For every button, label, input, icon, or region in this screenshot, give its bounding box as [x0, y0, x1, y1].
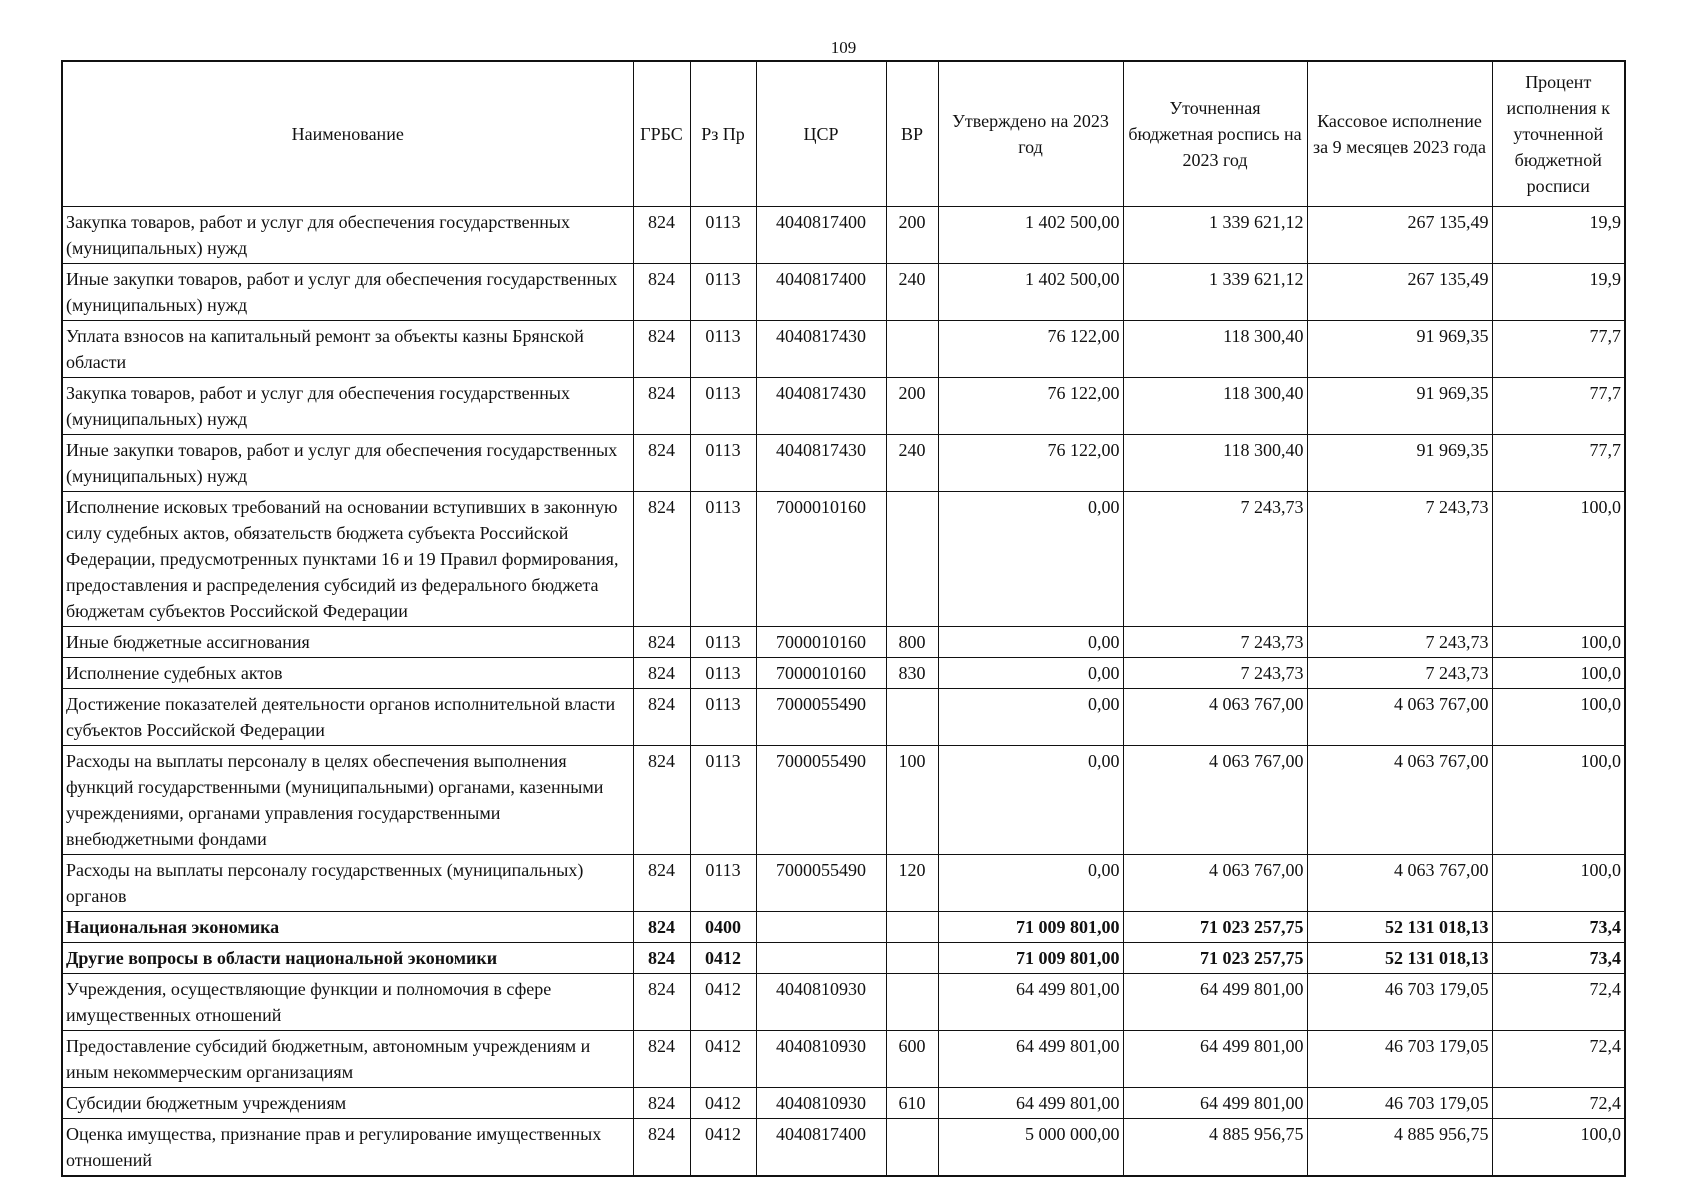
cell-cash: 4 063 767,00: [1307, 855, 1492, 912]
cell-vr: [886, 943, 938, 974]
cell-percent: 77,7: [1492, 378, 1625, 435]
header-refined: Уточненная бюджетная роспись на 2023 год: [1123, 61, 1307, 207]
cell-cash: 267 135,49: [1307, 264, 1492, 321]
cell-rzpr: 0113: [690, 435, 756, 492]
cell-refined: 4 885 956,75: [1123, 1119, 1307, 1177]
cell-approved: 0,00: [938, 746, 1123, 855]
cell-vr: 120: [886, 855, 938, 912]
cell-rzpr: 0113: [690, 264, 756, 321]
cell-grbs: 824: [633, 658, 690, 689]
cell-csr: 7000055490: [756, 689, 886, 746]
cell-name: Другие вопросы в области национальной экономики: [62, 943, 633, 974]
table-row: [62, 492, 1625, 627]
cell-rzpr: 0412: [690, 1119, 756, 1177]
cell-name: Предоставление субсидий бюджетным, автономным учреждениям и иным некоммерческим организациям: [62, 1031, 633, 1088]
cell-rzpr: 0412: [690, 1088, 756, 1119]
cell-approved: 0,00: [938, 658, 1123, 689]
cell-refined: 64 499 801,00: [1123, 1031, 1307, 1088]
cell-percent: 100,0: [1492, 855, 1625, 912]
cell-refined: 118 300,40: [1123, 378, 1307, 435]
cell-approved: 64 499 801,00: [938, 974, 1123, 1031]
cell-refined: 118 300,40: [1123, 321, 1307, 378]
header-approved: Утверждено на 2023 год: [938, 61, 1123, 207]
cell-approved: 76 122,00: [938, 378, 1123, 435]
table-row: [62, 658, 1625, 689]
cell-grbs: 824: [633, 1088, 690, 1119]
cell-vr: 610: [886, 1088, 938, 1119]
cell-approved: 0,00: [938, 492, 1123, 627]
table-row: [62, 943, 1625, 974]
cell-csr: 7000010160: [756, 492, 886, 627]
page-number: 109: [830, 38, 857, 57]
cell-percent: 77,7: [1492, 435, 1625, 492]
cell-percent: 73,4: [1492, 943, 1625, 974]
cell-name: Субсидии бюджетным учреждениям: [62, 1088, 633, 1119]
table-row: [62, 974, 1625, 1031]
cell-csr: 4040817430: [756, 378, 886, 435]
cell-percent: 100,0: [1492, 658, 1625, 689]
table-row: [62, 321, 1625, 378]
cell-vr: 100: [886, 746, 938, 855]
table-row: [62, 435, 1625, 492]
cell-rzpr: 0113: [690, 378, 756, 435]
cell-percent: 100,0: [1492, 746, 1625, 855]
cell-cash: 46 703 179,05: [1307, 974, 1492, 1031]
cell-csr: [756, 943, 886, 974]
cell-rzpr: 0113: [690, 492, 756, 627]
cell-csr: 4040817400: [756, 1119, 886, 1177]
cell-csr: 7000010160: [756, 627, 886, 658]
cell-grbs: 824: [633, 943, 690, 974]
cell-name: Достижение показателей деятельности органов исполнительной власти субъектов Российской Федерации: [62, 689, 633, 746]
header-cash: Кассовое исполнение за 9 месяцев 2023 года: [1307, 61, 1492, 207]
cell-approved: 0,00: [938, 855, 1123, 912]
cell-refined: 71 023 257,75: [1123, 943, 1307, 974]
cell-grbs: 824: [633, 1119, 690, 1177]
cell-refined: 64 499 801,00: [1123, 974, 1307, 1031]
cell-percent: 19,9: [1492, 264, 1625, 321]
cell-rzpr: 0113: [690, 627, 756, 658]
header-name: Наименование: [62, 61, 633, 207]
cell-vr: 240: [886, 264, 938, 321]
cell-vr: [886, 689, 938, 746]
table-row: [62, 378, 1625, 435]
cell-vr: 240: [886, 435, 938, 492]
cell-refined: 7 243,73: [1123, 658, 1307, 689]
cell-cash: 46 703 179,05: [1307, 1031, 1492, 1088]
header-grbs: ГРБС: [633, 61, 690, 207]
cell-grbs: 824: [633, 1031, 690, 1088]
cell-vr: [886, 492, 938, 627]
cell-cash: 52 131 018,13: [1307, 912, 1492, 943]
cell-csr: 4040810930: [756, 1031, 886, 1088]
cell-rzpr: 0113: [690, 321, 756, 378]
cell-grbs: 824: [633, 321, 690, 378]
cell-csr: [756, 912, 886, 943]
cell-name: Иные бюджетные ассигнования: [62, 627, 633, 658]
cell-vr: 830: [886, 658, 938, 689]
cell-approved: 64 499 801,00: [938, 1031, 1123, 1088]
cell-refined: 7 243,73: [1123, 627, 1307, 658]
cell-refined: 7 243,73: [1123, 492, 1307, 627]
cell-approved: 1 402 500,00: [938, 264, 1123, 321]
cell-grbs: 824: [633, 974, 690, 1031]
cell-approved: 76 122,00: [938, 435, 1123, 492]
cell-approved: 0,00: [938, 627, 1123, 658]
cell-rzpr: 0412: [690, 1031, 756, 1088]
cell-grbs: 824: [633, 492, 690, 627]
budget-table: [61, 60, 1626, 1177]
cell-name: Исполнение судебных актов: [62, 658, 633, 689]
cell-percent: 100,0: [1492, 492, 1625, 627]
cell-csr: 7000010160: [756, 658, 886, 689]
header-csr: ЦСР: [756, 61, 886, 207]
cell-refined: 4 063 767,00: [1123, 855, 1307, 912]
cell-cash: 267 135,49: [1307, 207, 1492, 264]
cell-name: Иные закупки товаров, работ и услуг для обеспечения государственных (муниципальных) нужд: [62, 435, 633, 492]
cell-cash: 7 243,73: [1307, 658, 1492, 689]
cell-grbs: 824: [633, 264, 690, 321]
cell-name: Закупка товаров, работ и услуг для обеспечения государственных (муниципальных) нужд: [62, 378, 633, 435]
cell-percent: 77,7: [1492, 321, 1625, 378]
cell-approved: 71 009 801,00: [938, 912, 1123, 943]
cell-csr: 4040817400: [756, 207, 886, 264]
cell-cash: 52 131 018,13: [1307, 943, 1492, 974]
cell-cash: 91 969,35: [1307, 321, 1492, 378]
cell-rzpr: 0113: [690, 658, 756, 689]
cell-name: Закупка товаров, работ и услуг для обеспечения государственных (муниципальных) нужд: [62, 207, 633, 264]
cell-rzpr: 0113: [690, 207, 756, 264]
cell-vr: 200: [886, 207, 938, 264]
table-header-row: [62, 61, 1625, 207]
cell-grbs: 824: [633, 378, 690, 435]
cell-name: Национальная экономика: [62, 912, 633, 943]
cell-percent: 72,4: [1492, 974, 1625, 1031]
cell-grbs: 824: [633, 627, 690, 658]
cell-approved: 5 000 000,00: [938, 1119, 1123, 1177]
cell-vr: [886, 1119, 938, 1177]
cell-grbs: 824: [633, 689, 690, 746]
cell-cash: 46 703 179,05: [1307, 1088, 1492, 1119]
table-row: [62, 1119, 1625, 1177]
table-row: [62, 264, 1625, 321]
cell-rzpr: 0113: [690, 746, 756, 855]
cell-cash: 91 969,35: [1307, 378, 1492, 435]
cell-name: Расходы на выплаты персоналу государственных (муниципальных) органов: [62, 855, 633, 912]
table-row: [62, 1088, 1625, 1119]
cell-rzpr: 0113: [690, 689, 756, 746]
cell-grbs: 824: [633, 746, 690, 855]
cell-grbs: 824: [633, 435, 690, 492]
cell-vr: [886, 974, 938, 1031]
header-rzpr: Рз Пр: [690, 61, 756, 207]
cell-csr: 4040817400: [756, 264, 886, 321]
cell-refined: 1 339 621,12: [1123, 207, 1307, 264]
cell-refined: 71 023 257,75: [1123, 912, 1307, 943]
cell-rzpr: 0113: [690, 855, 756, 912]
cell-csr: 4040810930: [756, 1088, 886, 1119]
cell-cash: 4 885 956,75: [1307, 1119, 1492, 1177]
cell-percent: 72,4: [1492, 1031, 1625, 1088]
table-row: [62, 689, 1625, 746]
cell-grbs: 824: [633, 912, 690, 943]
cell-name: Учреждения, осуществляющие функции и полномочия в сфере имущественных отношений: [62, 974, 633, 1031]
cell-grbs: 824: [633, 207, 690, 264]
table-row: [62, 627, 1625, 658]
cell-grbs: 824: [633, 855, 690, 912]
cell-percent: 100,0: [1492, 627, 1625, 658]
cell-percent: 100,0: [1492, 689, 1625, 746]
cell-csr: 4040817430: [756, 435, 886, 492]
table-row: [62, 912, 1625, 943]
cell-approved: 64 499 801,00: [938, 1088, 1123, 1119]
cell-cash: 91 969,35: [1307, 435, 1492, 492]
cell-csr: 4040810930: [756, 974, 886, 1031]
cell-refined: 4 063 767,00: [1123, 746, 1307, 855]
table-row: [62, 855, 1625, 912]
cell-vr: 200: [886, 378, 938, 435]
cell-csr: 7000055490: [756, 855, 886, 912]
cell-vr: 600: [886, 1031, 938, 1088]
cell-percent: 100,0: [1492, 1119, 1625, 1177]
cell-vr: [886, 912, 938, 943]
cell-rzpr: 0412: [690, 943, 756, 974]
cell-refined: 118 300,40: [1123, 435, 1307, 492]
cell-csr: 7000055490: [756, 746, 886, 855]
cell-vr: 800: [886, 627, 938, 658]
table-row: [62, 1031, 1625, 1088]
cell-name: Иные закупки товаров, работ и услуг для обеспечения государственных (муниципальных) нужд: [62, 264, 633, 321]
cell-approved: 1 402 500,00: [938, 207, 1123, 264]
cell-cash: 4 063 767,00: [1307, 746, 1492, 855]
header-vr: ВР: [886, 61, 938, 207]
table-row: [62, 746, 1625, 855]
cell-name: Уплата взносов на капитальный ремонт за объекты казны Брянской области: [62, 321, 633, 378]
cell-percent: 73,4: [1492, 912, 1625, 943]
cell-percent: 19,9: [1492, 207, 1625, 264]
header-percent: Процент исполнения к уточненной бюджетной росписи: [1492, 61, 1625, 207]
table-row: [62, 207, 1625, 264]
cell-approved: 76 122,00: [938, 321, 1123, 378]
cell-name: Исполнение исковых требований на основании вступивших в законную силу судебных актов, обязательств бюджета субъекта Российской Федерации, предусмотренных пунктами 16 и 19 Правил формирования, предоставления и распределения субсидий из федерального бюджета бюджетам субъектов Российской Федерации: [62, 492, 633, 627]
cell-approved: 0,00: [938, 689, 1123, 746]
cell-approved: 71 009 801,00: [938, 943, 1123, 974]
cell-refined: 64 499 801,00: [1123, 1088, 1307, 1119]
cell-refined: 1 339 621,12: [1123, 264, 1307, 321]
cell-cash: 7 243,73: [1307, 492, 1492, 627]
cell-rzpr: 0400: [690, 912, 756, 943]
cell-cash: 4 063 767,00: [1307, 689, 1492, 746]
cell-refined: 4 063 767,00: [1123, 689, 1307, 746]
cell-name: Расходы на выплаты персоналу в целях обеспечения выполнения функций государственными (муниципальными) органами, казенными учреждениями, органами управления государственными внебюджетными фондами: [62, 746, 633, 855]
cell-name: Оценка имущества, признание прав и регулирование имущественных отношений: [62, 1119, 633, 1177]
table-body: [62, 207, 1625, 1177]
cell-percent: 72,4: [1492, 1088, 1625, 1119]
cell-vr: [886, 321, 938, 378]
cell-rzpr: 0412: [690, 974, 756, 1031]
cell-csr: 4040817430: [756, 321, 886, 378]
cell-cash: 7 243,73: [1307, 627, 1492, 658]
